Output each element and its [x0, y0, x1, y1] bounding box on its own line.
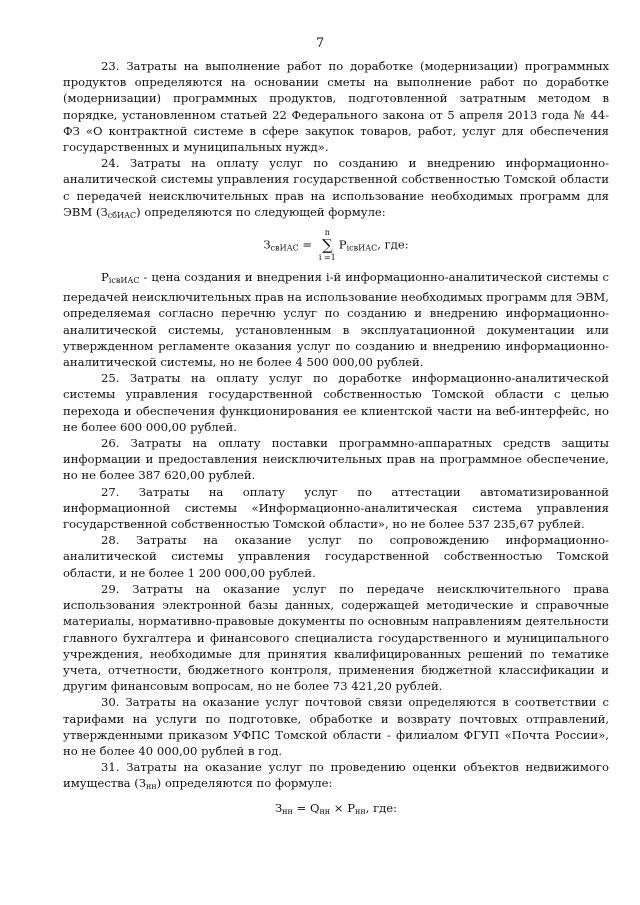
definition-symbol: P [101, 270, 109, 285]
definition-price-ias [63, 269, 609, 370]
formula2-lhs-subscript: нн [282, 806, 293, 816]
formula-appraisal-cost [63, 800, 609, 820]
paragraph-28: 28. Затраты на оказание услуг по сопровождению информационно-аналитической системы управления государственной собственностью Томской области, и не более 1 200 000,00 рублей. [63, 533, 609, 580]
paragraph-27: 27. Затраты на оплату услуг по аттестации автоматизированной информационной системы «Информационно-аналитическая система управления государственной собственностью Томской области», но не более 537 235,67 рублей. [63, 484, 609, 532]
formula2-price-subscript: нн [355, 806, 366, 816]
formula2-quantity-subscript: нн [319, 806, 331, 816]
paragraph-23: 23. Затраты на выполнение работ по доработке (модернизации) программных продуктов определяются на основании сметы на выполнение работ по доработке (модернизации) программных продуктов, подготовленной затратным методом в порядке, установленном статьей 22 Федерального закона от 5 апреля 2013 года № 44-ФЗ «О контрактной системе в сфере закупок товаров, работ, услуг для обеспечения государственных и муниципальных нужд». [63, 59, 609, 155]
definition-symbol-subscript: iсвИАС [108, 276, 140, 286]
formula2-quantity: Q [309, 800, 320, 815]
summation-symbol [319, 228, 336, 263]
paragraph-31-text-a: 31. Затраты на оказание услуг по проведению оценки объектов недвижимого имущества (З [63, 760, 609, 791]
formula1-term-subscript: iсвИАС [346, 243, 378, 253]
paragraph-30: 30. Затраты на оказание услуг почтовой связи определяются в соответствии с тарифами на услуги по подготовке, обработке и возврату почтовых отправлений, утвержденными приказом УФПС Томской области - филиалом ФГУП «Почта России», но не более 40 000,00 рублей в год. [63, 695, 609, 758]
paragraph-31-text-b: ) определяются по формуле: [156, 776, 333, 791]
paragraph-31-subscript: нн [146, 782, 157, 792]
formula2-price: P [347, 800, 356, 815]
paragraph-24-text-a: 24. Затраты на оплату услуг по созданию и внедрению информационно-аналитической системы управления государственной собственностью Томской области с передачей неисключительных прав на использование необходимых программ для ЭВМ (З [63, 156, 609, 219]
paragraph-24-text-b: ) определяются по следующей формуле: [136, 204, 386, 219]
document-body [63, 58, 609, 826]
formula1-lhs: З [263, 237, 271, 252]
paragraph-29: 29. Затраты на оказание услуг по передаче неисключительного права использования электронной базы данных, содержащей методические и справочные материалы, нормативно-правовые документы по основным направлениям деятельности главного бухгалтера и финансового специалиста государственного и муниципального учреждения, необходимые для принятия квалифицированных решений по тематике учета, отчетности, бюджетного контроля, применения бюджетной классификации и другим финансовым вопросам, но не более 73 421,20 рублей. [63, 581, 609, 694]
formula2-tail: , где: [365, 800, 398, 815]
formula2-equals: = [292, 800, 310, 815]
page-number: 7 [315, 36, 325, 51]
formula-ias-cost [63, 228, 609, 263]
formula2-lhs: З [274, 800, 283, 815]
formula1-equals: = [298, 237, 316, 252]
formula2-times: × [330, 800, 348, 815]
formula1-tail: , где: [377, 237, 409, 252]
paragraph-24-subscript: сбИАС [107, 210, 137, 220]
paragraph-24 [63, 155, 609, 224]
summation-upper-limit: n [324, 228, 330, 238]
formula1-term: P [338, 237, 347, 252]
formula1-lhs-subscript: свИАС [270, 243, 299, 253]
summation-sign: ∑ [321, 236, 333, 255]
paragraph-26: 26. Затраты на оплату поставки программно-аппаратных средств защиты информации и предоставления неисключительных прав на программное обеспечение, но не более 387 620,00 рублей. [63, 436, 609, 483]
paragraph-31 [63, 759, 609, 795]
paragraph-25: 25. Затраты на оплату услуг по доработке информационно-аналитической системы управления государственной собственностью Томской области с целью перехода и обеспечения функционирования ее клиентской части на веб-интерфейс, но не более 600 000,00 рублей. [63, 371, 609, 434]
definition-text: - цена создания и внедрения i-й информационно-аналитической системы с передачей неисключительных прав на использование необходимых программ для ЭВМ, определяемая согласно перечню услуг по созданию и внедрению информационно-аналитической системы, установленным в эксплуатационной документации или утвержденном регламенте оказания услуг по созданию и внедрению информационно-аналитической системы, но не более 4 500 000,00 рублей. [63, 270, 609, 370]
summation-lower-limit: i =1 [318, 253, 336, 263]
